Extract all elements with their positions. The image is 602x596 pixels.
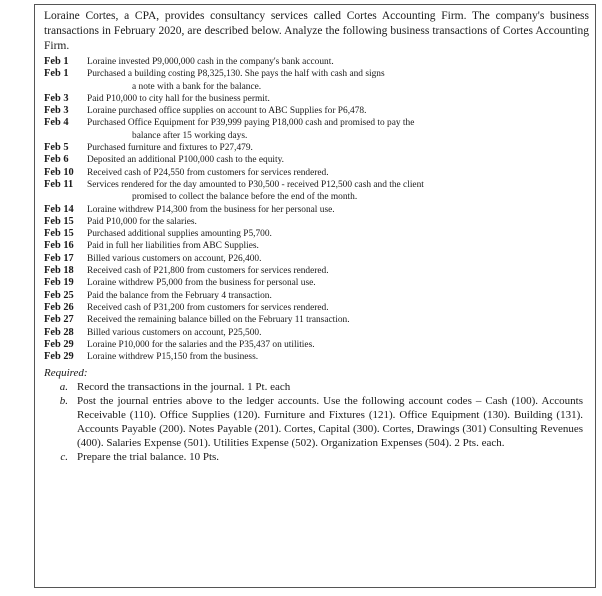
- transaction-date: Feb 1: [44, 56, 69, 67]
- transaction-description: [87, 339, 589, 351]
- transaction-text: Loraine withdrew P5,000 from the business for personal use.: [87, 278, 316, 289]
- transaction-row: [44, 179, 589, 204]
- transaction-row: [44, 216, 589, 228]
- transaction-description: [87, 314, 589, 326]
- transaction-text: Loraine P10,000 for the salaries and the P35,437 on utilities.: [87, 339, 315, 350]
- transaction-text: Purchased a building costing P8,325,130. She pays the half with cash and signs: [87, 69, 385, 80]
- transaction-date: Feb 5: [44, 142, 69, 154]
- transaction-date: Feb 29: [44, 338, 74, 350]
- transaction-description: [87, 265, 589, 277]
- transaction-date: Feb 28: [44, 326, 74, 338]
- transaction-text: Loraine withdrew P15,150 from the business.: [87, 352, 259, 363]
- transaction-date: Feb 14: [44, 203, 74, 215]
- transaction-row: [44, 339, 589, 351]
- transaction-description: [87, 290, 589, 302]
- transaction-text: Received cash of P21,800 from customers for services rendered.: [87, 266, 329, 277]
- requirement-letter: c.: [60, 451, 68, 464]
- transaction-row: [44, 93, 589, 105]
- transaction-row: [44, 302, 589, 314]
- transaction-text: Paid P10,000 to city hall for the business permit.: [87, 93, 270, 104]
- transaction-date: Feb 10: [44, 166, 74, 178]
- transaction-date: Feb 19: [44, 277, 74, 289]
- requirement-text: Post the journal entries above to the ledger accounts. Use the following account codes – Cash (100). Accounts Receivable (110). Office Supplies (120). Furniture and Fixtures (121). Office Equipment (130). Building (131). Accounts Payable (200). Notes Payable (201). Cortes, Capital (300). Cortes, Drawings (301) Consulting Revenues (400). Salaries Expense (501). Utilities Expense (502). Organization Expenses (504). 2 Pts. each.: [77, 395, 583, 450]
- transaction-description: [87, 117, 589, 142]
- transaction-date: Feb 6: [44, 154, 69, 166]
- transaction-row: [44, 228, 589, 240]
- transaction-description: [87, 68, 589, 93]
- transaction-description: [87, 351, 589, 363]
- transaction-date: Feb 3: [44, 92, 69, 104]
- transaction-description: [87, 204, 589, 216]
- requirement-text: Prepare the trial balance. 10 Pts.: [77, 451, 220, 464]
- transaction-text: Paid in full her liabilities from ABC Supplies.: [87, 241, 259, 252]
- transaction-text: Paid the balance from the February 4 transaction.: [87, 290, 272, 301]
- required-heading: Required:: [44, 367, 88, 380]
- transaction-row: [44, 290, 589, 302]
- transaction-date: Feb 15: [44, 215, 74, 227]
- transaction-description: [87, 277, 589, 289]
- transaction-continuation: a note with a bank for the balance.: [132, 81, 262, 92]
- transaction-text: Received cash of P31,200 from customers for services rendered.: [87, 302, 329, 313]
- transaction-description: [87, 56, 589, 68]
- transaction-description: [87, 240, 589, 252]
- transaction-row: [44, 351, 589, 363]
- transaction-description: [87, 154, 589, 166]
- transaction-description: [87, 179, 589, 204]
- requirement-letter: b.: [59, 395, 68, 408]
- transaction-date: Feb 26: [44, 301, 74, 313]
- transaction-description: [87, 105, 589, 117]
- transaction-date: Feb 18: [44, 265, 74, 277]
- transaction-row: [44, 117, 589, 142]
- transaction-date: Feb 25: [44, 289, 74, 301]
- transaction-description: [87, 167, 589, 179]
- transaction-text: Billed various customers on account, P25,500.: [87, 327, 262, 338]
- transaction-date: Feb 29: [44, 351, 74, 363]
- transaction-row: [44, 314, 589, 326]
- transaction-continuation: balance after 15 working days.: [132, 130, 248, 141]
- transaction-row: [44, 142, 589, 154]
- transaction-description: [87, 142, 589, 154]
- transaction-row: [44, 167, 589, 179]
- transaction-text: Purchased Office Equipment for P39,999 paying P18,000 cash and promised to pay the: [87, 118, 415, 129]
- transaction-description: [87, 253, 589, 265]
- transaction-text: Loraine withdrew P14,300 from the business for her personal use.: [87, 204, 335, 215]
- transaction-row: [44, 68, 589, 93]
- intro-paragraph: Loraine Cortes, a CPA, provides consultancy services called Cortes Accounting Firm. The company's business transactions in February 2020, are described below. Analyze the following business transactions of Cortes Accounting Firm.: [44, 10, 589, 52]
- transaction-text: Paid P10,000 for the salaries.: [87, 216, 197, 227]
- transaction-date: Feb 15: [44, 228, 74, 240]
- transaction-text: Received the remaining balance billed on the February 11 transaction.: [87, 315, 350, 326]
- transaction-row: [44, 240, 589, 252]
- transaction-text: Billed various customers on account, P26,400.: [87, 253, 262, 264]
- transaction-description: [87, 216, 589, 228]
- transaction-date: Feb 11: [44, 178, 74, 190]
- transaction-description: [87, 302, 589, 314]
- transaction-text: Services rendered for the day amounted to P30,500 - received P12,500 cash and the client: [87, 179, 424, 190]
- transaction-date: Feb 3: [44, 105, 69, 117]
- requirement-letter: a.: [59, 381, 68, 394]
- transaction-text: Loraine invested P9,000,000 cash in the company's bank account.: [87, 57, 334, 67]
- requirement-item: [44, 380, 589, 394]
- document-body: [44, 9, 589, 464]
- transaction-row: [44, 253, 589, 265]
- transaction-date: Feb 1: [44, 68, 69, 80]
- transaction-row: [44, 327, 589, 339]
- transaction-row: [44, 277, 589, 289]
- transaction-text: Purchased additional supplies amounting P5,700.: [87, 229, 272, 240]
- requirement-item: [44, 394, 589, 450]
- requirement-item: [44, 450, 589, 464]
- transaction-row: [44, 265, 589, 277]
- transaction-date: Feb 27: [44, 314, 74, 326]
- transaction-continuation: promised to collect the balance before the end of the month.: [132, 192, 358, 203]
- transaction-list: [44, 56, 589, 363]
- transaction-row: [44, 154, 589, 166]
- transaction-row: [44, 105, 589, 117]
- transaction-description: [87, 93, 589, 105]
- transaction-date: Feb 4: [44, 117, 69, 129]
- transaction-row: [44, 56, 589, 68]
- transaction-text: Purchased furniture and fixtures to P27,479.: [87, 143, 253, 154]
- transaction-text: Loraine purchased office supplies on account to ABC Supplies for P6,478.: [87, 106, 367, 117]
- transaction-date: Feb 16: [44, 240, 74, 252]
- requirement-text: Record the transactions in the journal. 1 Pt. each: [77, 381, 291, 394]
- transaction-description: [87, 228, 589, 240]
- transaction-text: Deposited an additional P100,000 cash to the equity.: [87, 155, 285, 166]
- transaction-description: [87, 327, 589, 339]
- transaction-row: [44, 204, 589, 216]
- transaction-date: Feb 17: [44, 252, 74, 264]
- transaction-text: Received cash of P24,550 from customers for services rendered.: [87, 167, 329, 178]
- requirements-list: [44, 380, 589, 464]
